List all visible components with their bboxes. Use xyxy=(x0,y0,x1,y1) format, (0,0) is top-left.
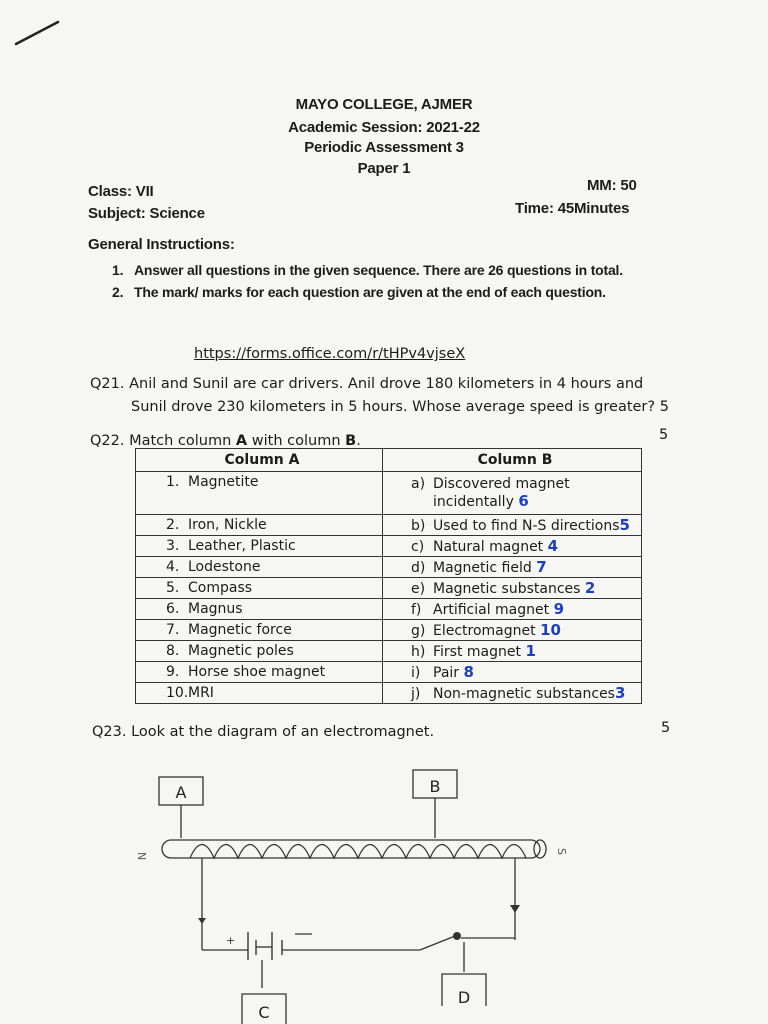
label-d: D xyxy=(457,988,471,1007)
q22-text-mid: with column xyxy=(247,433,346,449)
q23-marks: 5 xyxy=(661,720,671,736)
table-row xyxy=(136,557,642,578)
handwritten-answer: 7 xyxy=(536,558,547,576)
column-b-cell xyxy=(383,683,642,704)
column-a-cell xyxy=(136,515,383,536)
item-text-cont: incidentally xyxy=(433,494,514,510)
column-a-cell xyxy=(136,662,383,683)
match-table xyxy=(135,448,642,704)
item-letter: d) xyxy=(411,560,426,576)
label-c: C xyxy=(258,1003,270,1022)
q22-col-a-ref: A xyxy=(235,433,248,449)
column-b-cell xyxy=(383,620,642,641)
item-number: 8. xyxy=(166,643,180,659)
handwritten-answer: 2 xyxy=(584,579,596,597)
time-allowed: Time: 45Minutes xyxy=(515,200,630,217)
item-text: Natural magnet xyxy=(433,539,544,555)
instruction-text: The mark/ marks for each question are given at the end of each question. xyxy=(134,284,606,300)
table-row xyxy=(136,472,642,515)
item-text: First magnet xyxy=(433,644,521,660)
table-row xyxy=(136,515,642,536)
item-number: 4. xyxy=(166,559,180,575)
coil-winding xyxy=(190,845,526,859)
item-text: Magnetite xyxy=(188,474,259,490)
instruction-number: 2. xyxy=(112,284,124,300)
column-a-cell xyxy=(136,620,383,641)
item-text: MRI xyxy=(188,685,214,701)
column-b-cell xyxy=(383,472,642,515)
table-row xyxy=(136,662,642,683)
q21-line1: Q21. Anil and Sunil are car drivers. Anil drove 180 kilometers in 4 hours and xyxy=(90,376,644,392)
column-a-header: Column A xyxy=(136,449,383,472)
table-header-row xyxy=(136,449,642,472)
column-b-cell xyxy=(383,515,642,536)
item-text: Leather, Plastic xyxy=(188,538,296,554)
school-name: MAYO COLLEGE, AJMER xyxy=(295,96,473,113)
column-b-header: Column B xyxy=(383,449,642,472)
table-row xyxy=(136,578,642,599)
q22-marks: 5 xyxy=(659,427,669,443)
assessment-title: Periodic Assessment 3 xyxy=(304,139,464,156)
handwritten-answer: 9 xyxy=(553,600,565,618)
item-text: Magnus xyxy=(188,601,243,617)
item-text: Used to find N-S directions xyxy=(433,518,620,534)
item-text: Discovered magnet xyxy=(433,476,570,492)
column-b-cell xyxy=(383,578,642,599)
handwritten-answer: 3 xyxy=(614,684,626,702)
instruction-text: Answer all questions in the given sequence. There are 26 questions in total. xyxy=(134,262,623,278)
handwritten-answer: 6 xyxy=(518,492,529,510)
class-label: Class: VII xyxy=(88,183,154,200)
label-b: B xyxy=(429,777,441,796)
pole-label-n: N xyxy=(135,852,148,861)
column-a-cell xyxy=(136,578,383,599)
column-a-cell xyxy=(136,599,383,620)
table-row xyxy=(136,641,642,662)
item-letter: c) xyxy=(411,539,425,555)
column-a-cell xyxy=(136,536,383,557)
item-text: Magnetic field xyxy=(433,560,532,576)
item-letter: b) xyxy=(411,518,426,534)
column-b-cell xyxy=(383,599,642,620)
current-arrow-left xyxy=(198,918,206,924)
item-text: Artificial magnet xyxy=(433,602,550,618)
pen-stroke-mark xyxy=(12,18,62,48)
item-text: Compass xyxy=(188,580,253,596)
item-number: 2. xyxy=(166,517,180,533)
table-row xyxy=(136,620,642,641)
switch-lever xyxy=(420,936,455,950)
column-b-cell xyxy=(383,641,642,662)
instruction-number: 1. xyxy=(112,262,124,278)
paper-number: Paper 1 xyxy=(357,160,411,177)
pole-label-s: S xyxy=(555,848,568,855)
q23-question: Q23. Look at the diagram of an electromagnet. xyxy=(92,724,435,740)
item-number: 5. xyxy=(166,580,180,596)
item-number: 6. xyxy=(166,601,180,617)
academic-session: Academic Session: 2021-22 xyxy=(288,119,480,136)
handwritten-answer: 10 xyxy=(540,621,561,639)
item-number: 1. xyxy=(166,474,180,490)
item-number: 7. xyxy=(166,622,180,638)
instructions-title: General Instructions: xyxy=(88,236,235,253)
current-arrow-right xyxy=(510,905,520,913)
item-text: Magnetic poles xyxy=(188,643,294,659)
instruction-item xyxy=(112,262,623,278)
column-b-cell xyxy=(383,557,642,578)
item-letter: a) xyxy=(411,476,426,492)
item-number: 10. xyxy=(166,685,189,701)
column-a-cell xyxy=(136,683,383,704)
item-text: Pair xyxy=(433,665,460,681)
switch-contact xyxy=(453,932,461,940)
table-row xyxy=(136,599,642,620)
item-text: Non-magnetic substances xyxy=(433,686,615,702)
handwritten-answer: 8 xyxy=(463,663,474,681)
column-a-cell xyxy=(136,557,383,578)
table-row xyxy=(136,536,642,557)
subject-label: Subject: Science xyxy=(88,205,205,222)
item-letter: e) xyxy=(411,581,426,597)
item-text: Magnetic substances xyxy=(433,581,581,597)
instruction-item xyxy=(112,284,606,300)
item-text: Lodestone xyxy=(188,559,261,575)
column-b-cell xyxy=(383,536,642,557)
form-link[interactable]: https://forms.office.com/r/tHPv4vjseX xyxy=(194,346,466,362)
handwritten-answer: 1 xyxy=(525,642,536,660)
battery-plus-sign: + xyxy=(226,934,236,947)
table-row xyxy=(136,683,642,704)
q22-text-suffix: . xyxy=(356,433,361,449)
item-text: Horse shoe magnet xyxy=(188,664,326,680)
item-text: Electromagnet xyxy=(433,623,536,639)
q22-col-b-ref: B xyxy=(345,433,357,449)
item-letter: h) xyxy=(411,644,426,660)
item-letter: i) xyxy=(411,665,421,681)
column-a-cell xyxy=(136,472,383,515)
item-letter: j) xyxy=(411,686,421,702)
handwritten-answer: 5 xyxy=(619,516,630,534)
column-b-cell xyxy=(383,662,642,683)
q22-question xyxy=(90,433,361,449)
item-letter: f) xyxy=(411,602,422,618)
item-number: 9. xyxy=(166,664,180,680)
q22-text-prefix: Q22. Match column xyxy=(90,433,236,449)
electromagnet-diagram xyxy=(120,760,600,1024)
q21-line2: Sunil drove 230 kilometers in 5 hours. Whose average speed is greater? 5 xyxy=(131,399,669,415)
label-a: A xyxy=(175,783,187,802)
handwritten-answer: 4 xyxy=(547,537,559,555)
item-text: Iron, Nickle xyxy=(188,517,267,533)
item-text: Magnetic force xyxy=(188,622,292,638)
item-number: 3. xyxy=(166,538,180,554)
column-a-cell xyxy=(136,641,383,662)
max-marks: MM: 50 xyxy=(587,177,637,194)
item-letter: g) xyxy=(411,623,426,639)
